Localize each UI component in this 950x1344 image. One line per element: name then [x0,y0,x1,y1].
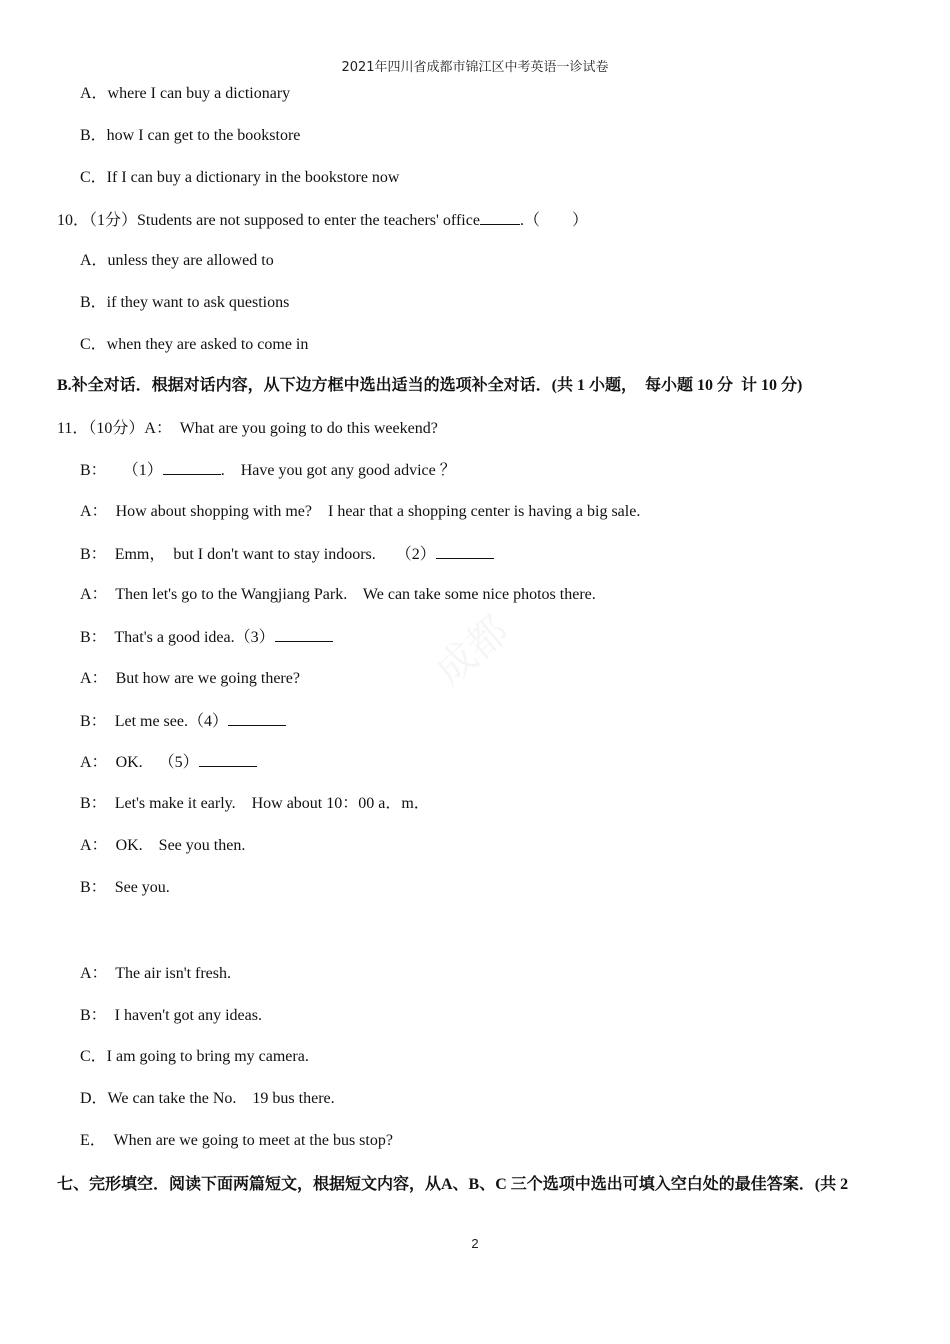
blank-2 [436,544,494,559]
dialogue-text: How about shopping with me? I hear that a shopping center is having a big sale. [115,503,641,520]
section-7-heading: 七、完形填空．阅读下面两篇短文，根据短文内容，从A、B、C 三个选项中选出可填入空白处的最佳答案．(共 2 [57,1176,849,1193]
q9-option-a: A．where I can buy a dictionary [80,85,291,102]
dialogue-line-11 [80,836,245,856]
q9-option-c: C．If I can buy a dictionary in the bookstore now [80,169,400,186]
dialogue-text: Then let's go to the Wangjiang Park. We can take some nice photos there. [115,586,596,603]
dialogue-text: Emm， but I don't want to stay indoors. （2） [114,546,436,563]
q10-option-b: B．if they want to ask questions [80,294,290,311]
q10-option-a: A．unless they are allowed to [80,252,274,269]
dialogue-speaker: 11．（10分）A： [57,420,172,437]
dialogue-text: What are you going to do this weekend? [179,420,438,437]
box-option-d: D．We can take the No. 19 bus there. [80,1090,335,1107]
section-b-heading: B.补全对话．根据对话内容，从下边方框中选出适当的选项补全对话．(共 1 小题， 每小题 10 分 计 10 分) [57,377,803,394]
dialogue-text: Let's make it early. How about 10：00 a．m． [114,795,430,812]
dialogue-line-3 [80,502,640,522]
dialogue-text: OK. （5） [115,754,199,771]
blank-1 [163,460,221,475]
dialogue-text: . Have you got any good advice ？ [220,462,456,479]
q10-stem-text: 10．（1分）Students are not supposed to enter the teachers' office [57,212,480,229]
page-number: 2 [471,1236,479,1251]
dialogue-line-10 [80,794,430,814]
q10-option-c: C．when they are asked to come in [80,336,309,353]
q10-stem-end: .（ ） [519,212,588,229]
dialogue-text: Let me see.（4） [114,713,228,730]
dialogue-line-12 [80,878,170,898]
dialogue-line-9 [80,752,257,773]
dialogue-line-6 [80,627,333,648]
dialogue-speaker: B： [80,546,107,563]
dialogue-speaker: B： [80,713,107,730]
dialogue-speaker: A： [80,837,108,854]
dialogue-line-8 [80,711,286,732]
dialogue-speaker: A： [80,754,108,771]
dialogue-text: （1） [122,462,163,479]
q9-option-b: B．how I can get to the bookstore [80,127,301,144]
blank-4 [228,711,286,726]
dialogue-text: OK. See you then. [115,837,246,854]
dialogue-text: But how are we going there? [115,670,300,687]
blank-5 [199,752,257,767]
dialogue-line-4 [80,544,494,565]
box-option-b: B： I haven't got any ideas. [80,1007,262,1024]
dialogue-speaker: A： [80,670,108,687]
dialogue-speaker: A： [80,586,108,603]
box-option-a: A： The air isn't fresh. [80,965,232,982]
blank-3 [275,627,333,642]
box-option-c: C．I am going to bring my camera. [80,1048,309,1065]
watermark: 成都 [426,607,518,695]
dialogue-line-2 [80,460,456,481]
dialogue-speaker: B： [80,629,107,646]
q10-blank [480,210,520,225]
dialogue-line-1 [57,419,438,439]
dialogue-speaker: A： [80,503,108,520]
dialogue-text: That's a good idea.（3） [114,629,275,646]
box-option-e: E． When are we going to meet at the bus stop? [80,1132,393,1149]
dialogue-speaker: B： [80,879,107,896]
dialogue-line-5 [80,585,596,605]
q10-stem [57,210,588,231]
page-header: 2021年四川省成都市锦江区中考英语一诊试卷 [341,60,609,75]
dialogue-speaker: B： [80,462,107,479]
dialogue-line-7 [80,669,300,689]
dialogue-speaker: B： [80,795,107,812]
dialogue-text: See you. [114,879,170,896]
